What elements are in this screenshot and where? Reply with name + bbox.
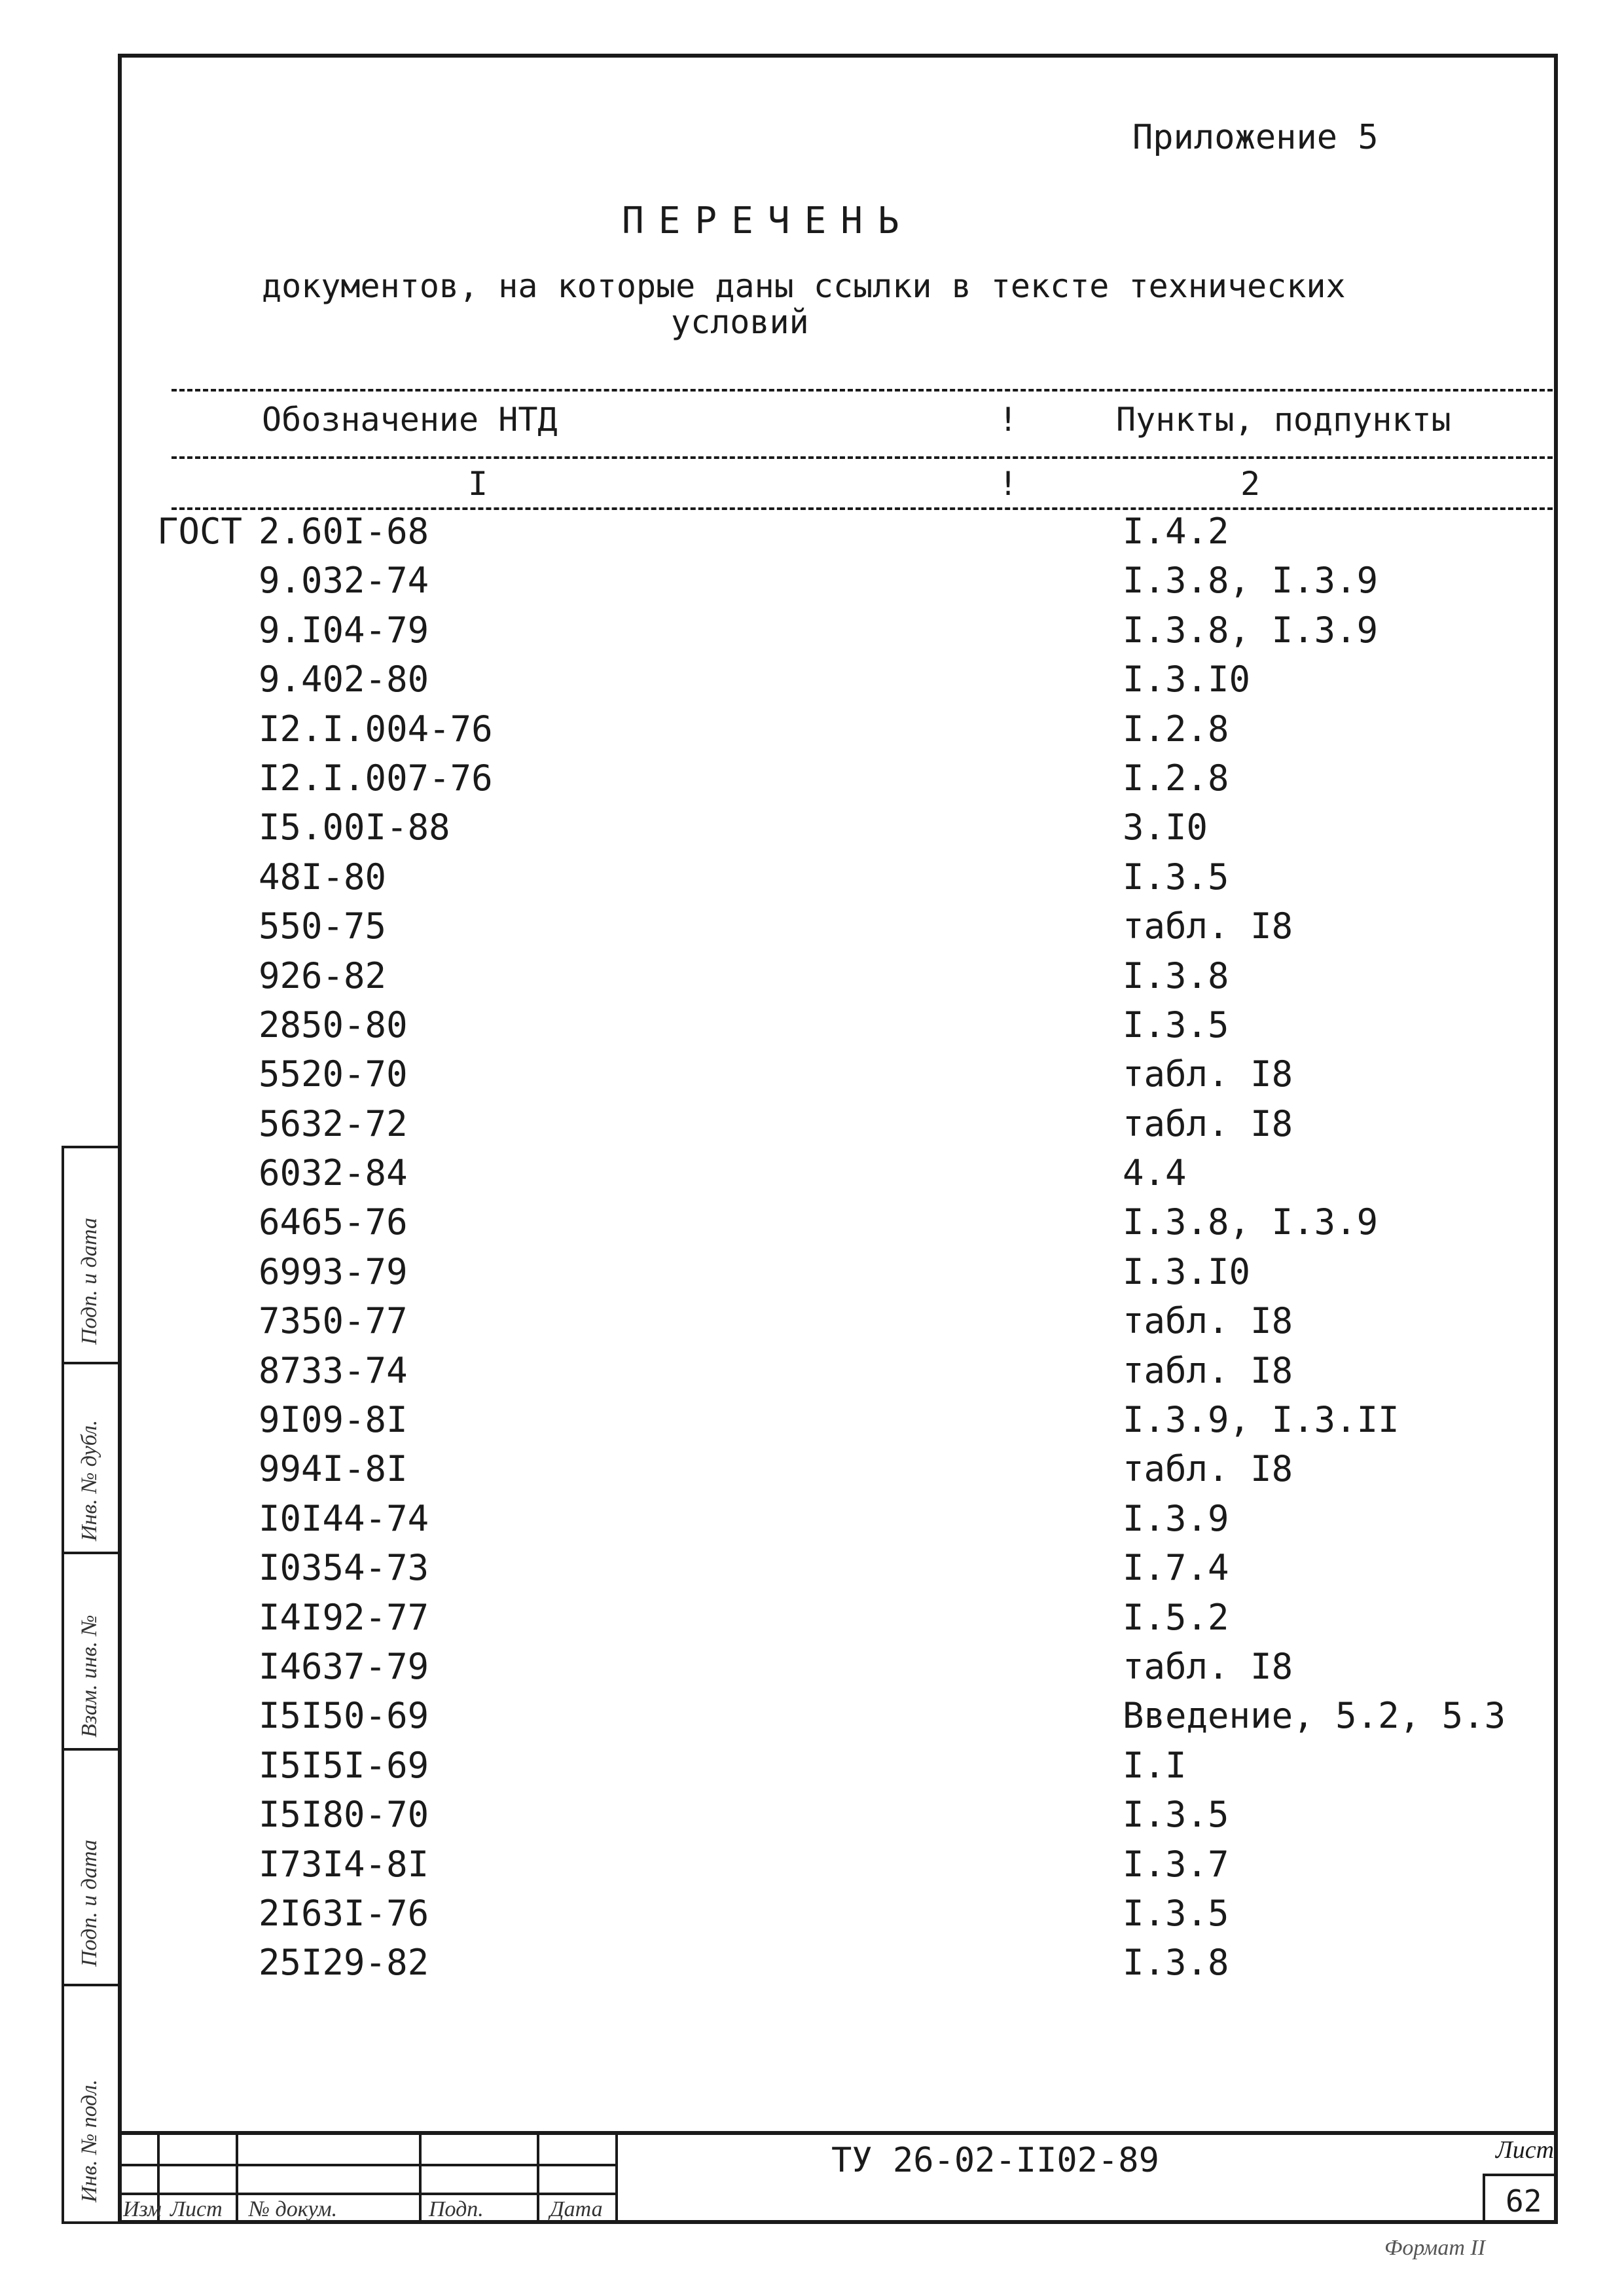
standard-code: I5.00I-88 <box>259 807 450 848</box>
header-rule <box>171 456 1553 459</box>
standard-code: I0I44-74 <box>259 1497 429 1539</box>
clause-refs: I.3.8, I.3.9 <box>1123 609 1379 651</box>
clause-refs: табл. I8 <box>1123 1102 1293 1144</box>
clause-refs: табл. I8 <box>1123 1349 1293 1391</box>
standard-code: 25I29-82 <box>259 1942 429 1984</box>
table-row <box>157 1646 1532 1695</box>
clause-refs: 4.4 <box>1123 1152 1187 1194</box>
standard-code: I0354-73 <box>259 1547 429 1589</box>
clause-refs: I.3.8 <box>1123 1942 1229 1984</box>
appendix-label: Приложение 5 <box>1132 118 1379 157</box>
reference-table <box>157 511 1532 1992</box>
table-row <box>157 955 1532 1004</box>
standard-code: I2.I.007-76 <box>259 757 493 799</box>
table-row <box>157 659 1532 708</box>
standard-code: 9.I04-79 <box>259 609 429 651</box>
standard-code: 7350-77 <box>259 1300 408 1342</box>
side-label: Подп. и дата <box>77 1840 101 1967</box>
clause-refs: I.3.9 <box>1123 1497 1229 1539</box>
clause-refs: I.3.7 <box>1123 1843 1229 1885</box>
standard-code: 926-82 <box>259 955 387 996</box>
document-number: ТУ 26-02-II02-89 <box>831 2141 1159 2180</box>
clause-refs: I.3.5 <box>1123 1004 1229 1046</box>
page-title: ПЕРЕЧЕНЬ <box>622 200 914 242</box>
stamp-label: Изм <box>123 2197 162 2221</box>
clause-refs: табл. I8 <box>1123 905 1293 947</box>
standard-code: 994I-8I <box>259 1448 408 1490</box>
table-row <box>157 856 1532 905</box>
table-row <box>157 905 1532 955</box>
clause-refs: I.3.5 <box>1123 1892 1229 1934</box>
table-row <box>157 1004 1532 1053</box>
table-row <box>157 1251 1532 1300</box>
stamp-label: Дата <box>550 2197 603 2221</box>
standard-code: 5632-72 <box>259 1102 408 1144</box>
table-row <box>157 1844 1532 1893</box>
col-separator: ! <box>998 401 1019 439</box>
clause-refs: I.2.8 <box>1123 708 1229 750</box>
table-row <box>157 1695 1532 1744</box>
table-row <box>157 1399 1532 1448</box>
standard-code: 2.60I-68 <box>259 511 429 552</box>
table-row <box>157 1893 1532 1942</box>
clause-refs: I.3.5 <box>1123 1794 1229 1836</box>
clause-refs: табл. I8 <box>1123 1645 1293 1687</box>
side-strip <box>62 1146 118 2224</box>
standard-code: I4I92-77 <box>259 1596 429 1638</box>
gost-prefix: ГОСТ <box>157 511 243 552</box>
format-note: Формат II <box>1384 2236 1486 2260</box>
side-label: Подп. и дата <box>77 1218 101 1345</box>
col2-header: Пункты, подпункты <box>1116 401 1451 439</box>
clause-refs: табл. I8 <box>1123 1053 1293 1095</box>
standard-code: 9I09-8I <box>259 1399 408 1441</box>
standard-code: I5I80-70 <box>259 1794 429 1836</box>
table-row <box>157 1498 1532 1547</box>
table-row <box>157 1103 1532 1152</box>
subtitle-line1: документов, на которые даны ссылки в тексте технических <box>262 267 1346 305</box>
table-row <box>157 1448 1532 1497</box>
standard-code: 9.402-80 <box>259 659 429 701</box>
table-row <box>157 1794 1532 1843</box>
standard-code: 2I63I-76 <box>259 1892 429 1934</box>
stamp-label: Лист <box>170 2197 223 2221</box>
clause-refs: I.7.4 <box>1123 1547 1229 1589</box>
table-row <box>157 1201 1532 1250</box>
standard-code: 2850-80 <box>259 1004 408 1046</box>
standard-code: I73I4-8I <box>259 1843 429 1885</box>
numbering-rule <box>171 507 1553 510</box>
standard-code: 550-75 <box>259 905 387 947</box>
side-label: Инв. № подл. <box>77 2079 101 2202</box>
table-row <box>157 560 1532 609</box>
col2-number: 2 <box>1240 465 1261 503</box>
standard-code: 6993-79 <box>259 1250 408 1292</box>
clause-refs: I.5.2 <box>1123 1596 1229 1638</box>
side-label: Взам. инв. № <box>77 1614 101 1738</box>
table-row <box>157 807 1532 856</box>
col1-number: I <box>468 465 488 503</box>
standard-code: I5I50-69 <box>259 1695 429 1737</box>
standard-code: 9.032-74 <box>259 560 429 602</box>
clause-refs: 3.I0 <box>1123 807 1208 848</box>
table-row <box>157 1597 1532 1646</box>
table-row <box>157 1152 1532 1201</box>
table-row <box>157 1942 1532 1991</box>
standard-code: I5I5I-69 <box>259 1744 429 1786</box>
standard-code: 6032-84 <box>259 1152 408 1194</box>
table-row <box>157 1300 1532 1349</box>
table-top-rule <box>171 389 1553 392</box>
clause-refs: Введение, 5.2, 5.3 <box>1123 1695 1506 1737</box>
stamp-label: Подп. <box>429 2197 484 2221</box>
clause-refs: I.3.8 <box>1123 955 1229 996</box>
table-row <box>157 757 1532 807</box>
table-row <box>157 1350 1532 1399</box>
clause-refs: табл. I8 <box>1123 1300 1293 1342</box>
side-label: Инв. № дубл. <box>77 1419 101 1541</box>
clause-refs: I.3.8, I.3.9 <box>1123 1201 1379 1243</box>
stamp-label: № докум. <box>249 2197 338 2221</box>
standard-code: 5520-70 <box>259 1053 408 1095</box>
clause-refs: I.I <box>1123 1744 1187 1786</box>
standard-code: 8733-74 <box>259 1349 408 1391</box>
table-row <box>157 1745 1532 1794</box>
clause-refs: I.4.2 <box>1123 511 1229 552</box>
sheet-number: 62 <box>1506 2183 1542 2219</box>
clause-refs: I.3.9, I.3.II <box>1123 1399 1399 1441</box>
clause-refs: I.3.5 <box>1123 856 1229 898</box>
sheet-label: Лист <box>1496 2136 1555 2164</box>
clause-refs: I.3.I0 <box>1123 659 1251 701</box>
col1-header: Обозначение НТД <box>262 401 558 439</box>
standard-code: 6465-76 <box>259 1201 408 1243</box>
table-row <box>157 1053 1532 1102</box>
subtitle-line2: условий <box>671 303 809 341</box>
standard-code: I2.I.004-76 <box>259 708 493 750</box>
clause-refs: I.3.8, I.3.9 <box>1123 560 1379 602</box>
clause-refs: табл. I8 <box>1123 1448 1293 1490</box>
clause-refs: I.3.I0 <box>1123 1250 1251 1292</box>
table-row <box>157 708 1532 757</box>
standard-code: I4637-79 <box>259 1645 429 1687</box>
col-separator: ! <box>998 465 1019 503</box>
table-row <box>157 1547 1532 1596</box>
table-row <box>157 511 1532 560</box>
table-row <box>157 610 1532 659</box>
standard-code: 48I-80 <box>259 856 387 898</box>
clause-refs: I.2.8 <box>1123 757 1229 799</box>
